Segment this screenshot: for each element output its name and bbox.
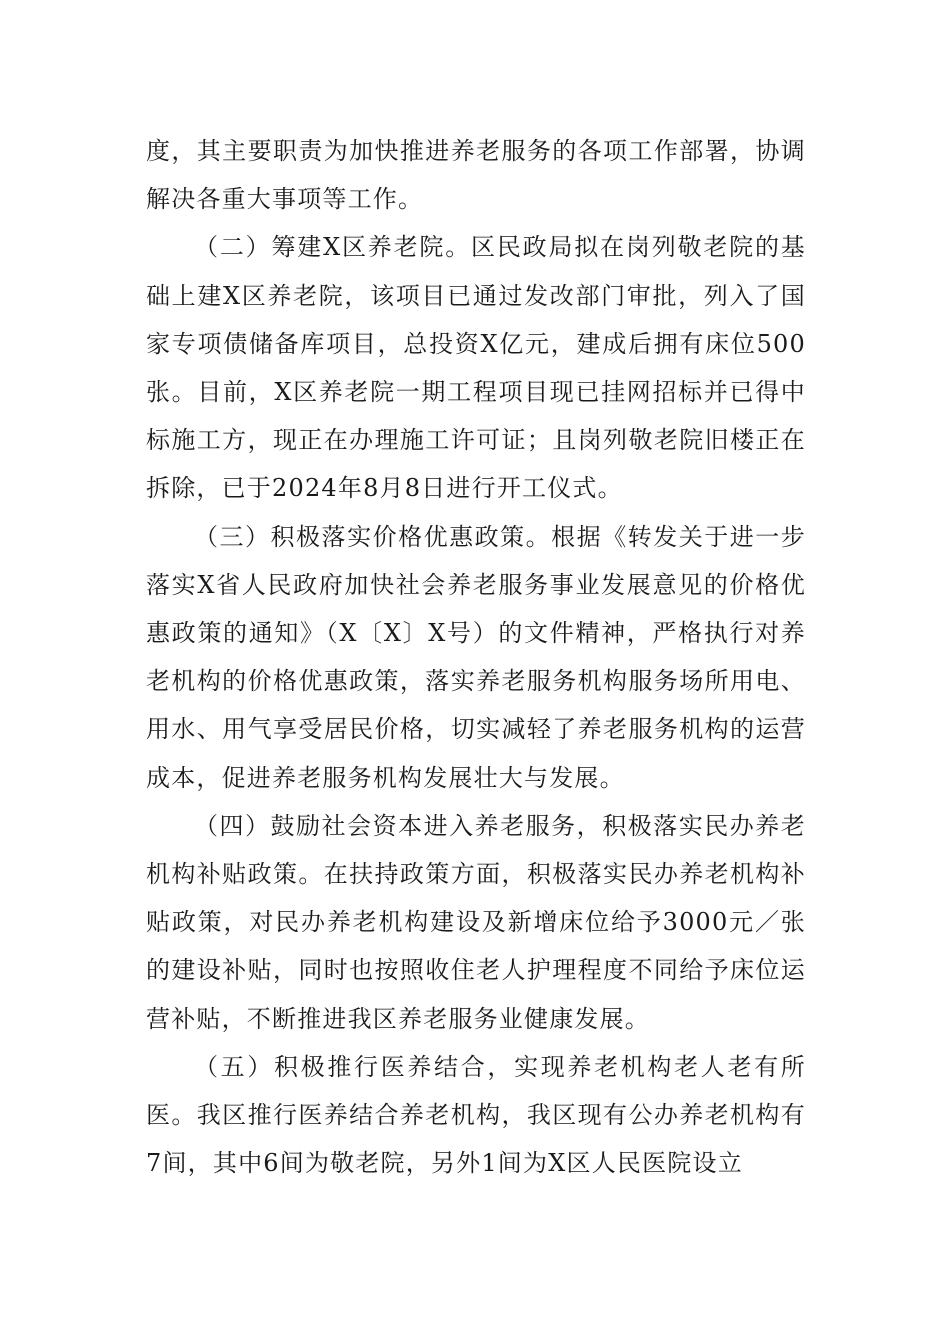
paragraph-section-3: （三）积极落实价格优惠政策。根据《转发关于进一步落实X省人民政府加快社会养老服务事业发展意见的价格优惠政策的通知》（X〔X〕X号）的文件精神，严格执行对养老机构的价格优惠政策，落实养老服务机构服务场所用电、用水、用气享受居民价格，切实减轻了养老服务机构的运营成本，促进养老服务机构发展壮大与发展。: [146, 522, 806, 792]
paragraph-section-4: （四）鼓励社会资本进入养老服务，积极落实民办养老机构补贴政策。在扶持政策方面，积极落实民办养老机构补贴政策，对民办养老机构建设及新增床位给予3000元／张的建设补贴，同时也按照收住老人护理程度不同给予床位运营补贴，不断推进我区养老服务业健康发展。: [146, 811, 806, 1033]
paragraph-continuation: 度，其主要职责为加快推进养老服务的各项工作部署，协调解决各重大事项等工作。: [146, 137, 806, 214]
paragraph-section-5: （五）积极推行医养结合，实现养老机构老人老有所医。我区推行医养结合养老机构，我区现有公办养老机构有7间，其中6间为敬老院，另外1间为X区人民医院设立: [146, 1052, 806, 1178]
paragraph-section-2: （二）筹建X区养老院。区民政局拟在岗列敬老院的基础上建X区养老院，该项目已通过发改部门审批，列入了国家专项债储备库项目，总投资X亿元，建成后拥有床位500张。目前，X区养老院一期工程项目现已挂网招标并已得中标施工方，现正在办理施工许可证；且岗列敬老院旧楼正在拆除，已于2024年8月8日进行开工仪式。: [146, 233, 806, 503]
document-body: [146, 127, 806, 1187]
